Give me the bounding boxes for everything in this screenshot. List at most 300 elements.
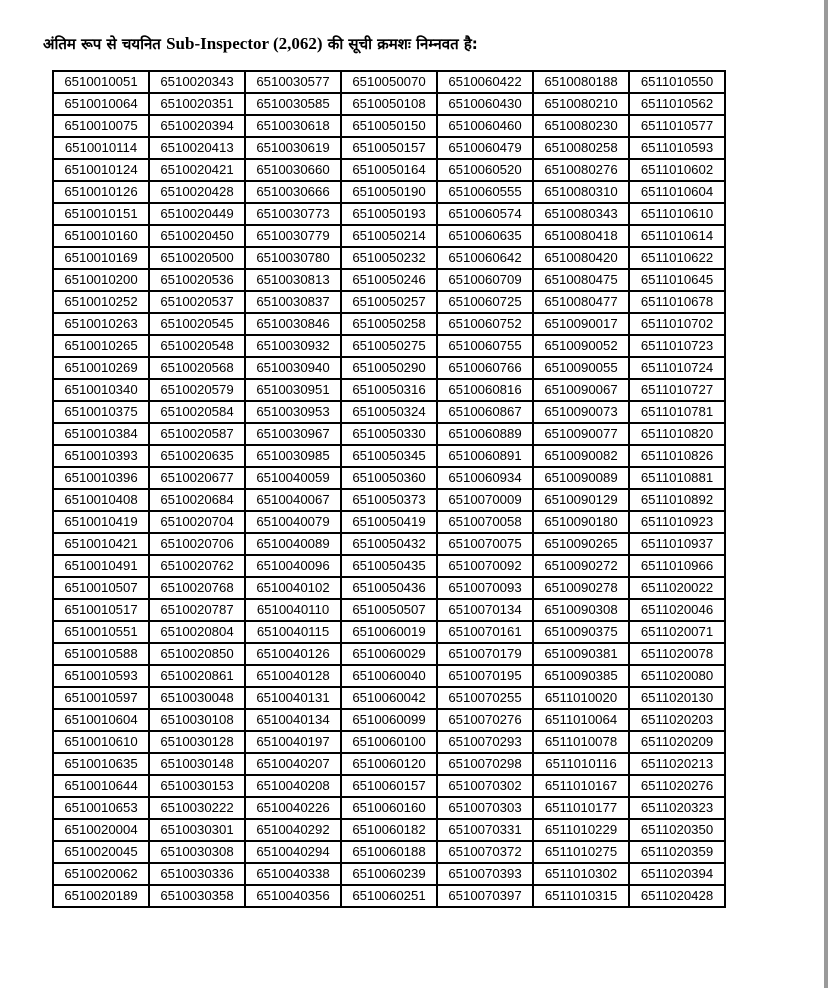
roll-number-cell: 6511020213 bbox=[629, 753, 725, 775]
roll-number-cell: 6510040126 bbox=[245, 643, 341, 665]
roll-number-cell: 6511010577 bbox=[629, 115, 725, 137]
roll-number-cell: 6511010229 bbox=[533, 819, 629, 841]
roll-number-cell: 6510010151 bbox=[53, 203, 149, 225]
roll-number-cell: 6510010604 bbox=[53, 709, 149, 731]
roll-number-cell: 6510050316 bbox=[341, 379, 437, 401]
roll-number-cell: 6510040115 bbox=[245, 621, 341, 643]
roll-number-cell: 6510020762 bbox=[149, 555, 245, 577]
roll-number-cell: 6510040197 bbox=[245, 731, 341, 753]
roll-number-cell: 6510040059 bbox=[245, 467, 341, 489]
roll-number-cell: 6510040338 bbox=[245, 863, 341, 885]
roll-number-cell: 6511010820 bbox=[629, 423, 725, 445]
roll-number-cell: 6510010507 bbox=[53, 577, 149, 599]
roll-number-cell: 6510010610 bbox=[53, 731, 149, 753]
roll-number-cell: 6510050419 bbox=[341, 511, 437, 533]
roll-number-cell: 6510060709 bbox=[437, 269, 533, 291]
roll-number-cell: 6510090265 bbox=[533, 533, 629, 555]
table-row bbox=[53, 71, 725, 93]
roll-number-cell: 6510040134 bbox=[245, 709, 341, 731]
roll-number-cell: 6510040226 bbox=[245, 797, 341, 819]
roll-number-cell: 6510030153 bbox=[149, 775, 245, 797]
roll-number-cell: 6510050360 bbox=[341, 467, 437, 489]
table-row bbox=[53, 467, 725, 489]
selected-candidates-table bbox=[52, 70, 726, 908]
roll-number-cell: 6510040096 bbox=[245, 555, 341, 577]
table-row bbox=[53, 203, 725, 225]
roll-number-cell: 6510060934 bbox=[437, 467, 533, 489]
roll-number-cell: 6510010200 bbox=[53, 269, 149, 291]
roll-number-cell: 6510060725 bbox=[437, 291, 533, 313]
roll-number-cell: 6511010781 bbox=[629, 401, 725, 423]
roll-number-cell: 6510030932 bbox=[245, 335, 341, 357]
roll-number-cell: 6511020203 bbox=[629, 709, 725, 731]
roll-number-cell: 6510030222 bbox=[149, 797, 245, 819]
table-row bbox=[53, 599, 725, 621]
roll-number-cell: 6510060555 bbox=[437, 181, 533, 203]
roll-number-cell: 6511010302 bbox=[533, 863, 629, 885]
roll-number-cell: 6510030148 bbox=[149, 753, 245, 775]
roll-number-cell: 6510080477 bbox=[533, 291, 629, 313]
roll-number-cell: 6510070331 bbox=[437, 819, 533, 841]
roll-number-cell: 6510030780 bbox=[245, 247, 341, 269]
table-row bbox=[53, 841, 725, 863]
roll-number-cell: 6510060891 bbox=[437, 445, 533, 467]
roll-number-cell: 6510090055 bbox=[533, 357, 629, 379]
roll-number-cell: 6510090067 bbox=[533, 379, 629, 401]
roll-number-cell: 6511010723 bbox=[629, 335, 725, 357]
roll-number-cell: 6510040067 bbox=[245, 489, 341, 511]
roll-number-cell: 6510080188 bbox=[533, 71, 629, 93]
roll-number-cell: 6510020587 bbox=[149, 423, 245, 445]
roll-number-cell: 6511010315 bbox=[533, 885, 629, 907]
roll-number-cell: 6510080310 bbox=[533, 181, 629, 203]
roll-number-cell: 6510020861 bbox=[149, 665, 245, 687]
roll-number-cell: 6510020536 bbox=[149, 269, 245, 291]
roll-number-cell: 6510050232 bbox=[341, 247, 437, 269]
table-row bbox=[53, 753, 725, 775]
roll-number-cell: 6510070092 bbox=[437, 555, 533, 577]
roll-number-cell: 6510060251 bbox=[341, 885, 437, 907]
roll-number-cell: 6511010602 bbox=[629, 159, 725, 181]
roll-number-cell: 6510010124 bbox=[53, 159, 149, 181]
roll-number-cell: 6510060157 bbox=[341, 775, 437, 797]
table-row bbox=[53, 181, 725, 203]
roll-number-cell: 6510030985 bbox=[245, 445, 341, 467]
page-edge-divider bbox=[824, 0, 828, 988]
roll-number-cell: 6510010597 bbox=[53, 687, 149, 709]
roll-number-cell: 6510070298 bbox=[437, 753, 533, 775]
roll-number-cell: 6511020428 bbox=[629, 885, 725, 907]
roll-number-cell: 6510010126 bbox=[53, 181, 149, 203]
roll-number-cell: 6510070075 bbox=[437, 533, 533, 555]
roll-number-cell: 6510060100 bbox=[341, 731, 437, 753]
roll-number-cell: 6510020706 bbox=[149, 533, 245, 555]
roll-number-cell: 6510030585 bbox=[245, 93, 341, 115]
roll-number-cell: 6511010966 bbox=[629, 555, 725, 577]
table-row bbox=[53, 577, 725, 599]
roll-number-cell: 6510020004 bbox=[53, 819, 149, 841]
table-row bbox=[53, 819, 725, 841]
roll-number-cell: 6511010593 bbox=[629, 137, 725, 159]
table-row bbox=[53, 379, 725, 401]
roll-number-cell: 6510030779 bbox=[245, 225, 341, 247]
roll-number-cell: 6510090082 bbox=[533, 445, 629, 467]
roll-number-cell: 6510010653 bbox=[53, 797, 149, 819]
heading-prefix: अंतिम रूप से चयनित bbox=[43, 35, 161, 53]
roll-number-cell: 6511010550 bbox=[629, 71, 725, 93]
roll-number-cell: 6510020677 bbox=[149, 467, 245, 489]
roll-number-cell: 6510010517 bbox=[53, 599, 149, 621]
roll-number-cell: 6510020428 bbox=[149, 181, 245, 203]
roll-number-cell: 6510090278 bbox=[533, 577, 629, 599]
roll-number-cell: 6510050108 bbox=[341, 93, 437, 115]
roll-number-cell: 6510050190 bbox=[341, 181, 437, 203]
roll-number-cell: 6510020413 bbox=[149, 137, 245, 159]
roll-number-cell: 6511020276 bbox=[629, 775, 725, 797]
roll-number-cell: 6510060752 bbox=[437, 313, 533, 335]
roll-number-cell: 6510040208 bbox=[245, 775, 341, 797]
roll-number-cell: 6510090129 bbox=[533, 489, 629, 511]
table-row bbox=[53, 555, 725, 577]
roll-number-cell: 6510020189 bbox=[53, 885, 149, 907]
table-row bbox=[53, 423, 725, 445]
roll-number-cell: 6510060099 bbox=[341, 709, 437, 731]
roll-number-cell: 6510010340 bbox=[53, 379, 149, 401]
roll-number-cell: 6511010604 bbox=[629, 181, 725, 203]
roll-number-cell: 6510010269 bbox=[53, 357, 149, 379]
roll-number-cell: 6510030358 bbox=[149, 885, 245, 907]
table-row bbox=[53, 159, 725, 181]
roll-number-cell: 6510020804 bbox=[149, 621, 245, 643]
roll-number-cell: 6510030813 bbox=[245, 269, 341, 291]
roll-number-cell: 6511010622 bbox=[629, 247, 725, 269]
roll-number-cell: 6510030940 bbox=[245, 357, 341, 379]
roll-number-cell: 6510030773 bbox=[245, 203, 341, 225]
roll-number-cell: 6510010075 bbox=[53, 115, 149, 137]
roll-number-cell: 6511010724 bbox=[629, 357, 725, 379]
roll-number-cell: 6511010610 bbox=[629, 203, 725, 225]
roll-number-cell: 6510010588 bbox=[53, 643, 149, 665]
roll-number-cell: 6510080343 bbox=[533, 203, 629, 225]
roll-number-cell: 6510050157 bbox=[341, 137, 437, 159]
roll-number-cell: 6511010892 bbox=[629, 489, 725, 511]
roll-number-cell: 6510030577 bbox=[245, 71, 341, 93]
roll-number-cell: 6510060520 bbox=[437, 159, 533, 181]
roll-number-cell: 6510020351 bbox=[149, 93, 245, 115]
table-row bbox=[53, 357, 725, 379]
roll-number-cell: 6510010160 bbox=[53, 225, 149, 247]
roll-number-cell: 6510010421 bbox=[53, 533, 149, 555]
roll-number-cell: 6510050257 bbox=[341, 291, 437, 313]
heading-post-name: Sub-Inspector (2,062) bbox=[166, 34, 323, 53]
roll-number-cell: 6511020071 bbox=[629, 621, 725, 643]
table-row bbox=[53, 775, 725, 797]
roll-number-cell: 6510030301 bbox=[149, 819, 245, 841]
roll-number-cell: 6511010923 bbox=[629, 511, 725, 533]
roll-number-cell: 6510040356 bbox=[245, 885, 341, 907]
roll-number-cell: 6510020450 bbox=[149, 225, 245, 247]
roll-number-cell: 6510050275 bbox=[341, 335, 437, 357]
roll-number-cell: 6510010396 bbox=[53, 467, 149, 489]
roll-number-cell: 6510030953 bbox=[245, 401, 341, 423]
roll-number-cell: 6510040102 bbox=[245, 577, 341, 599]
roll-number-cell: 6510030619 bbox=[245, 137, 341, 159]
roll-number-cell: 6510030846 bbox=[245, 313, 341, 335]
roll-number-cell: 6511010275 bbox=[533, 841, 629, 863]
roll-number-cell: 6510020635 bbox=[149, 445, 245, 467]
roll-number-cell: 6510080420 bbox=[533, 247, 629, 269]
roll-number-cell: 6510080418 bbox=[533, 225, 629, 247]
roll-number-cell: 6510020449 bbox=[149, 203, 245, 225]
roll-number-cell: 6510010169 bbox=[53, 247, 149, 269]
roll-number-cell: 6510070255 bbox=[437, 687, 533, 709]
roll-number-cell: 6510020500 bbox=[149, 247, 245, 269]
roll-number-cell: 6511010937 bbox=[629, 533, 725, 555]
roll-number-cell: 6510050373 bbox=[341, 489, 437, 511]
roll-number-cell: 6510070303 bbox=[437, 797, 533, 819]
roll-number-cell: 6510080258 bbox=[533, 137, 629, 159]
table-row bbox=[53, 225, 725, 247]
table-row bbox=[53, 511, 725, 533]
roll-number-cell: 6510060430 bbox=[437, 93, 533, 115]
roll-number-cell: 6510080210 bbox=[533, 93, 629, 115]
roll-number-cell: 6510030108 bbox=[149, 709, 245, 731]
roll-number-cell: 6510020787 bbox=[149, 599, 245, 621]
roll-number-cell: 6511010727 bbox=[629, 379, 725, 401]
roll-number-cell: 6510070093 bbox=[437, 577, 533, 599]
roll-number-cell: 6510010375 bbox=[53, 401, 149, 423]
roll-number-cell: 6510050330 bbox=[341, 423, 437, 445]
roll-number-cell: 6510050214 bbox=[341, 225, 437, 247]
table-row bbox=[53, 269, 725, 291]
roll-number-cell: 6510020684 bbox=[149, 489, 245, 511]
roll-number-cell: 6510060040 bbox=[341, 665, 437, 687]
roll-number-cell: 6510010644 bbox=[53, 775, 149, 797]
roll-number-cell: 6510060188 bbox=[341, 841, 437, 863]
roll-number-cell: 6510090308 bbox=[533, 599, 629, 621]
table-row bbox=[53, 247, 725, 269]
roll-number-cell: 6510090272 bbox=[533, 555, 629, 577]
table-row bbox=[53, 621, 725, 643]
table-row bbox=[53, 313, 725, 335]
roll-number-cell: 6511020350 bbox=[629, 819, 725, 841]
roll-number-cell: 6510010419 bbox=[53, 511, 149, 533]
roll-number-cell: 6510050345 bbox=[341, 445, 437, 467]
roll-number-cell: 6511010020 bbox=[533, 687, 629, 709]
roll-number-cell: 6510050246 bbox=[341, 269, 437, 291]
table-row bbox=[53, 533, 725, 555]
roll-number-cell: 6510090180 bbox=[533, 511, 629, 533]
roll-number-cell: 6510070195 bbox=[437, 665, 533, 687]
roll-number-cell: 6511020359 bbox=[629, 841, 725, 863]
roll-number-cell: 6510040207 bbox=[245, 753, 341, 775]
table-row bbox=[53, 687, 725, 709]
roll-number-cell: 6510020343 bbox=[149, 71, 245, 93]
roll-number-cell: 6510070058 bbox=[437, 511, 533, 533]
roll-number-cell: 6510050436 bbox=[341, 577, 437, 599]
roll-number-cell: 6510070393 bbox=[437, 863, 533, 885]
roll-number-cell: 6510060816 bbox=[437, 379, 533, 401]
page-heading bbox=[43, 34, 478, 54]
roll-number-cell: 6510080276 bbox=[533, 159, 629, 181]
table-row bbox=[53, 445, 725, 467]
roll-number-cell: 6511020078 bbox=[629, 643, 725, 665]
roll-number-cell: 6510090381 bbox=[533, 643, 629, 665]
roll-number-cell: 6510050070 bbox=[341, 71, 437, 93]
roll-number-cell: 6510020062 bbox=[53, 863, 149, 885]
roll-number-cell: 6510050193 bbox=[341, 203, 437, 225]
roll-number-cell: 6510050290 bbox=[341, 357, 437, 379]
roll-number-cell: 6511020022 bbox=[629, 577, 725, 599]
roll-number-cell: 6510040079 bbox=[245, 511, 341, 533]
roll-number-cell: 6510020537 bbox=[149, 291, 245, 313]
roll-number-cell: 6510060574 bbox=[437, 203, 533, 225]
roll-number-cell: 6511010678 bbox=[629, 291, 725, 313]
roll-number-cell: 6511020394 bbox=[629, 863, 725, 885]
roll-number-cell: 6511010702 bbox=[629, 313, 725, 335]
roll-number-cell: 6510040110 bbox=[245, 599, 341, 621]
roll-number-cell: 6510040292 bbox=[245, 819, 341, 841]
roll-number-cell: 6510040089 bbox=[245, 533, 341, 555]
roll-number-cell: 6510020548 bbox=[149, 335, 245, 357]
table-row bbox=[53, 885, 725, 907]
roll-number-cell: 6510060766 bbox=[437, 357, 533, 379]
roll-number-cell: 6510050324 bbox=[341, 401, 437, 423]
roll-number-cell: 6510040128 bbox=[245, 665, 341, 687]
heading-suffix: की सूची क्रमशः निम्नवत है: bbox=[327, 35, 478, 53]
roll-number-cell: 6510030660 bbox=[245, 159, 341, 181]
roll-number-cell: 6510020704 bbox=[149, 511, 245, 533]
roll-number-cell: 6510060755 bbox=[437, 335, 533, 357]
roll-number-cell: 6510070161 bbox=[437, 621, 533, 643]
roll-number-cell: 6511010167 bbox=[533, 775, 629, 797]
roll-number-cell: 6511020080 bbox=[629, 665, 725, 687]
table-row bbox=[53, 709, 725, 731]
table-row bbox=[53, 335, 725, 357]
roll-number-cell: 6510020045 bbox=[53, 841, 149, 863]
roll-number-cell: 6510080230 bbox=[533, 115, 629, 137]
roll-number-cell: 6510010263 bbox=[53, 313, 149, 335]
roll-number-cell: 6510090073 bbox=[533, 401, 629, 423]
roll-number-cell: 6510030308 bbox=[149, 841, 245, 863]
table-row bbox=[53, 291, 725, 313]
roll-number-cell: 6511020130 bbox=[629, 687, 725, 709]
roll-number-cell: 6510080475 bbox=[533, 269, 629, 291]
roll-number-cell: 6510010265 bbox=[53, 335, 149, 357]
roll-number-cell: 6510070397 bbox=[437, 885, 533, 907]
roll-number-cell: 6510020584 bbox=[149, 401, 245, 423]
roll-number-cell: 6510060019 bbox=[341, 621, 437, 643]
roll-number-cell: 6510090017 bbox=[533, 313, 629, 335]
roll-number-cell: 6510060239 bbox=[341, 863, 437, 885]
roll-number-cell: 6511010614 bbox=[629, 225, 725, 247]
roll-number-cell: 6510060635 bbox=[437, 225, 533, 247]
table-body bbox=[53, 71, 725, 907]
roll-number-cell: 6511010562 bbox=[629, 93, 725, 115]
roll-number-cell: 6510010064 bbox=[53, 93, 149, 115]
roll-number-cell: 6511010881 bbox=[629, 467, 725, 489]
roll-number-cell: 6510010393 bbox=[53, 445, 149, 467]
roll-number-cell: 6510050507 bbox=[341, 599, 437, 621]
roll-number-cell: 6511010116 bbox=[533, 753, 629, 775]
roll-number-cell: 6511010078 bbox=[533, 731, 629, 753]
roll-number-cell: 6510070179 bbox=[437, 643, 533, 665]
roll-number-cell: 6510030967 bbox=[245, 423, 341, 445]
roll-number-cell: 6510060160 bbox=[341, 797, 437, 819]
roll-number-cell: 6510020568 bbox=[149, 357, 245, 379]
roll-number-cell: 6510010114 bbox=[53, 137, 149, 159]
roll-number-cell: 6510070293 bbox=[437, 731, 533, 753]
roll-number-cell: 6510090052 bbox=[533, 335, 629, 357]
roll-number-cell: 6510090077 bbox=[533, 423, 629, 445]
roll-number-cell: 6510070372 bbox=[437, 841, 533, 863]
roll-number-cell: 6510090385 bbox=[533, 665, 629, 687]
table-row bbox=[53, 863, 725, 885]
table-row bbox=[53, 93, 725, 115]
roll-number-cell: 6510040131 bbox=[245, 687, 341, 709]
roll-number-cell: 6510060120 bbox=[341, 753, 437, 775]
roll-number-cell: 6510070276 bbox=[437, 709, 533, 731]
roll-number-cell: 6510030951 bbox=[245, 379, 341, 401]
roll-number-cell: 6510030666 bbox=[245, 181, 341, 203]
roll-number-cell: 6510050432 bbox=[341, 533, 437, 555]
roll-number-cell: 6510070302 bbox=[437, 775, 533, 797]
roll-number-cell: 6510060460 bbox=[437, 115, 533, 137]
roll-number-cell: 6510020850 bbox=[149, 643, 245, 665]
roll-number-cell: 6511010064 bbox=[533, 709, 629, 731]
roll-number-cell: 6510060889 bbox=[437, 423, 533, 445]
roll-number-cell: 6510060479 bbox=[437, 137, 533, 159]
roll-number-cell: 6510020768 bbox=[149, 577, 245, 599]
roll-number-cell: 6510010635 bbox=[53, 753, 149, 775]
roll-number-cell: 6510020421 bbox=[149, 159, 245, 181]
roll-number-cell: 6510020579 bbox=[149, 379, 245, 401]
roll-number-cell: 6510060867 bbox=[437, 401, 533, 423]
roll-number-cell: 6510060182 bbox=[341, 819, 437, 841]
roll-number-cell: 6510010408 bbox=[53, 489, 149, 511]
table-row bbox=[53, 797, 725, 819]
roll-number-cell: 6510070134 bbox=[437, 599, 533, 621]
roll-number-cell: 6510010051 bbox=[53, 71, 149, 93]
roll-number-cell: 6510040294 bbox=[245, 841, 341, 863]
table-row bbox=[53, 489, 725, 511]
table-row bbox=[53, 137, 725, 159]
roll-number-cell: 6511010645 bbox=[629, 269, 725, 291]
roll-number-cell: 6510050150 bbox=[341, 115, 437, 137]
roll-number-cell: 6510090089 bbox=[533, 467, 629, 489]
roll-number-cell: 6511020209 bbox=[629, 731, 725, 753]
roll-number-cell: 6510020545 bbox=[149, 313, 245, 335]
roll-number-cell: 6510050435 bbox=[341, 555, 437, 577]
roll-number-cell: 6510050258 bbox=[341, 313, 437, 335]
roll-number-cell: 6510030048 bbox=[149, 687, 245, 709]
table-row bbox=[53, 665, 725, 687]
roll-number-cell: 6510030128 bbox=[149, 731, 245, 753]
roll-number-cell: 6511020046 bbox=[629, 599, 725, 621]
roll-number-cell: 6511010177 bbox=[533, 797, 629, 819]
table-row bbox=[53, 643, 725, 665]
roll-number-cell: 6510060029 bbox=[341, 643, 437, 665]
table-row bbox=[53, 731, 725, 753]
roll-number-cell: 6510050164 bbox=[341, 159, 437, 181]
roll-number-cell: 6510030618 bbox=[245, 115, 341, 137]
roll-number-cell: 6510060042 bbox=[341, 687, 437, 709]
roll-number-cell: 6510070009 bbox=[437, 489, 533, 511]
table-row bbox=[53, 401, 725, 423]
roll-number-cell: 6510060422 bbox=[437, 71, 533, 93]
roll-number-cell: 6510010593 bbox=[53, 665, 149, 687]
roll-number-cell: 6510010384 bbox=[53, 423, 149, 445]
